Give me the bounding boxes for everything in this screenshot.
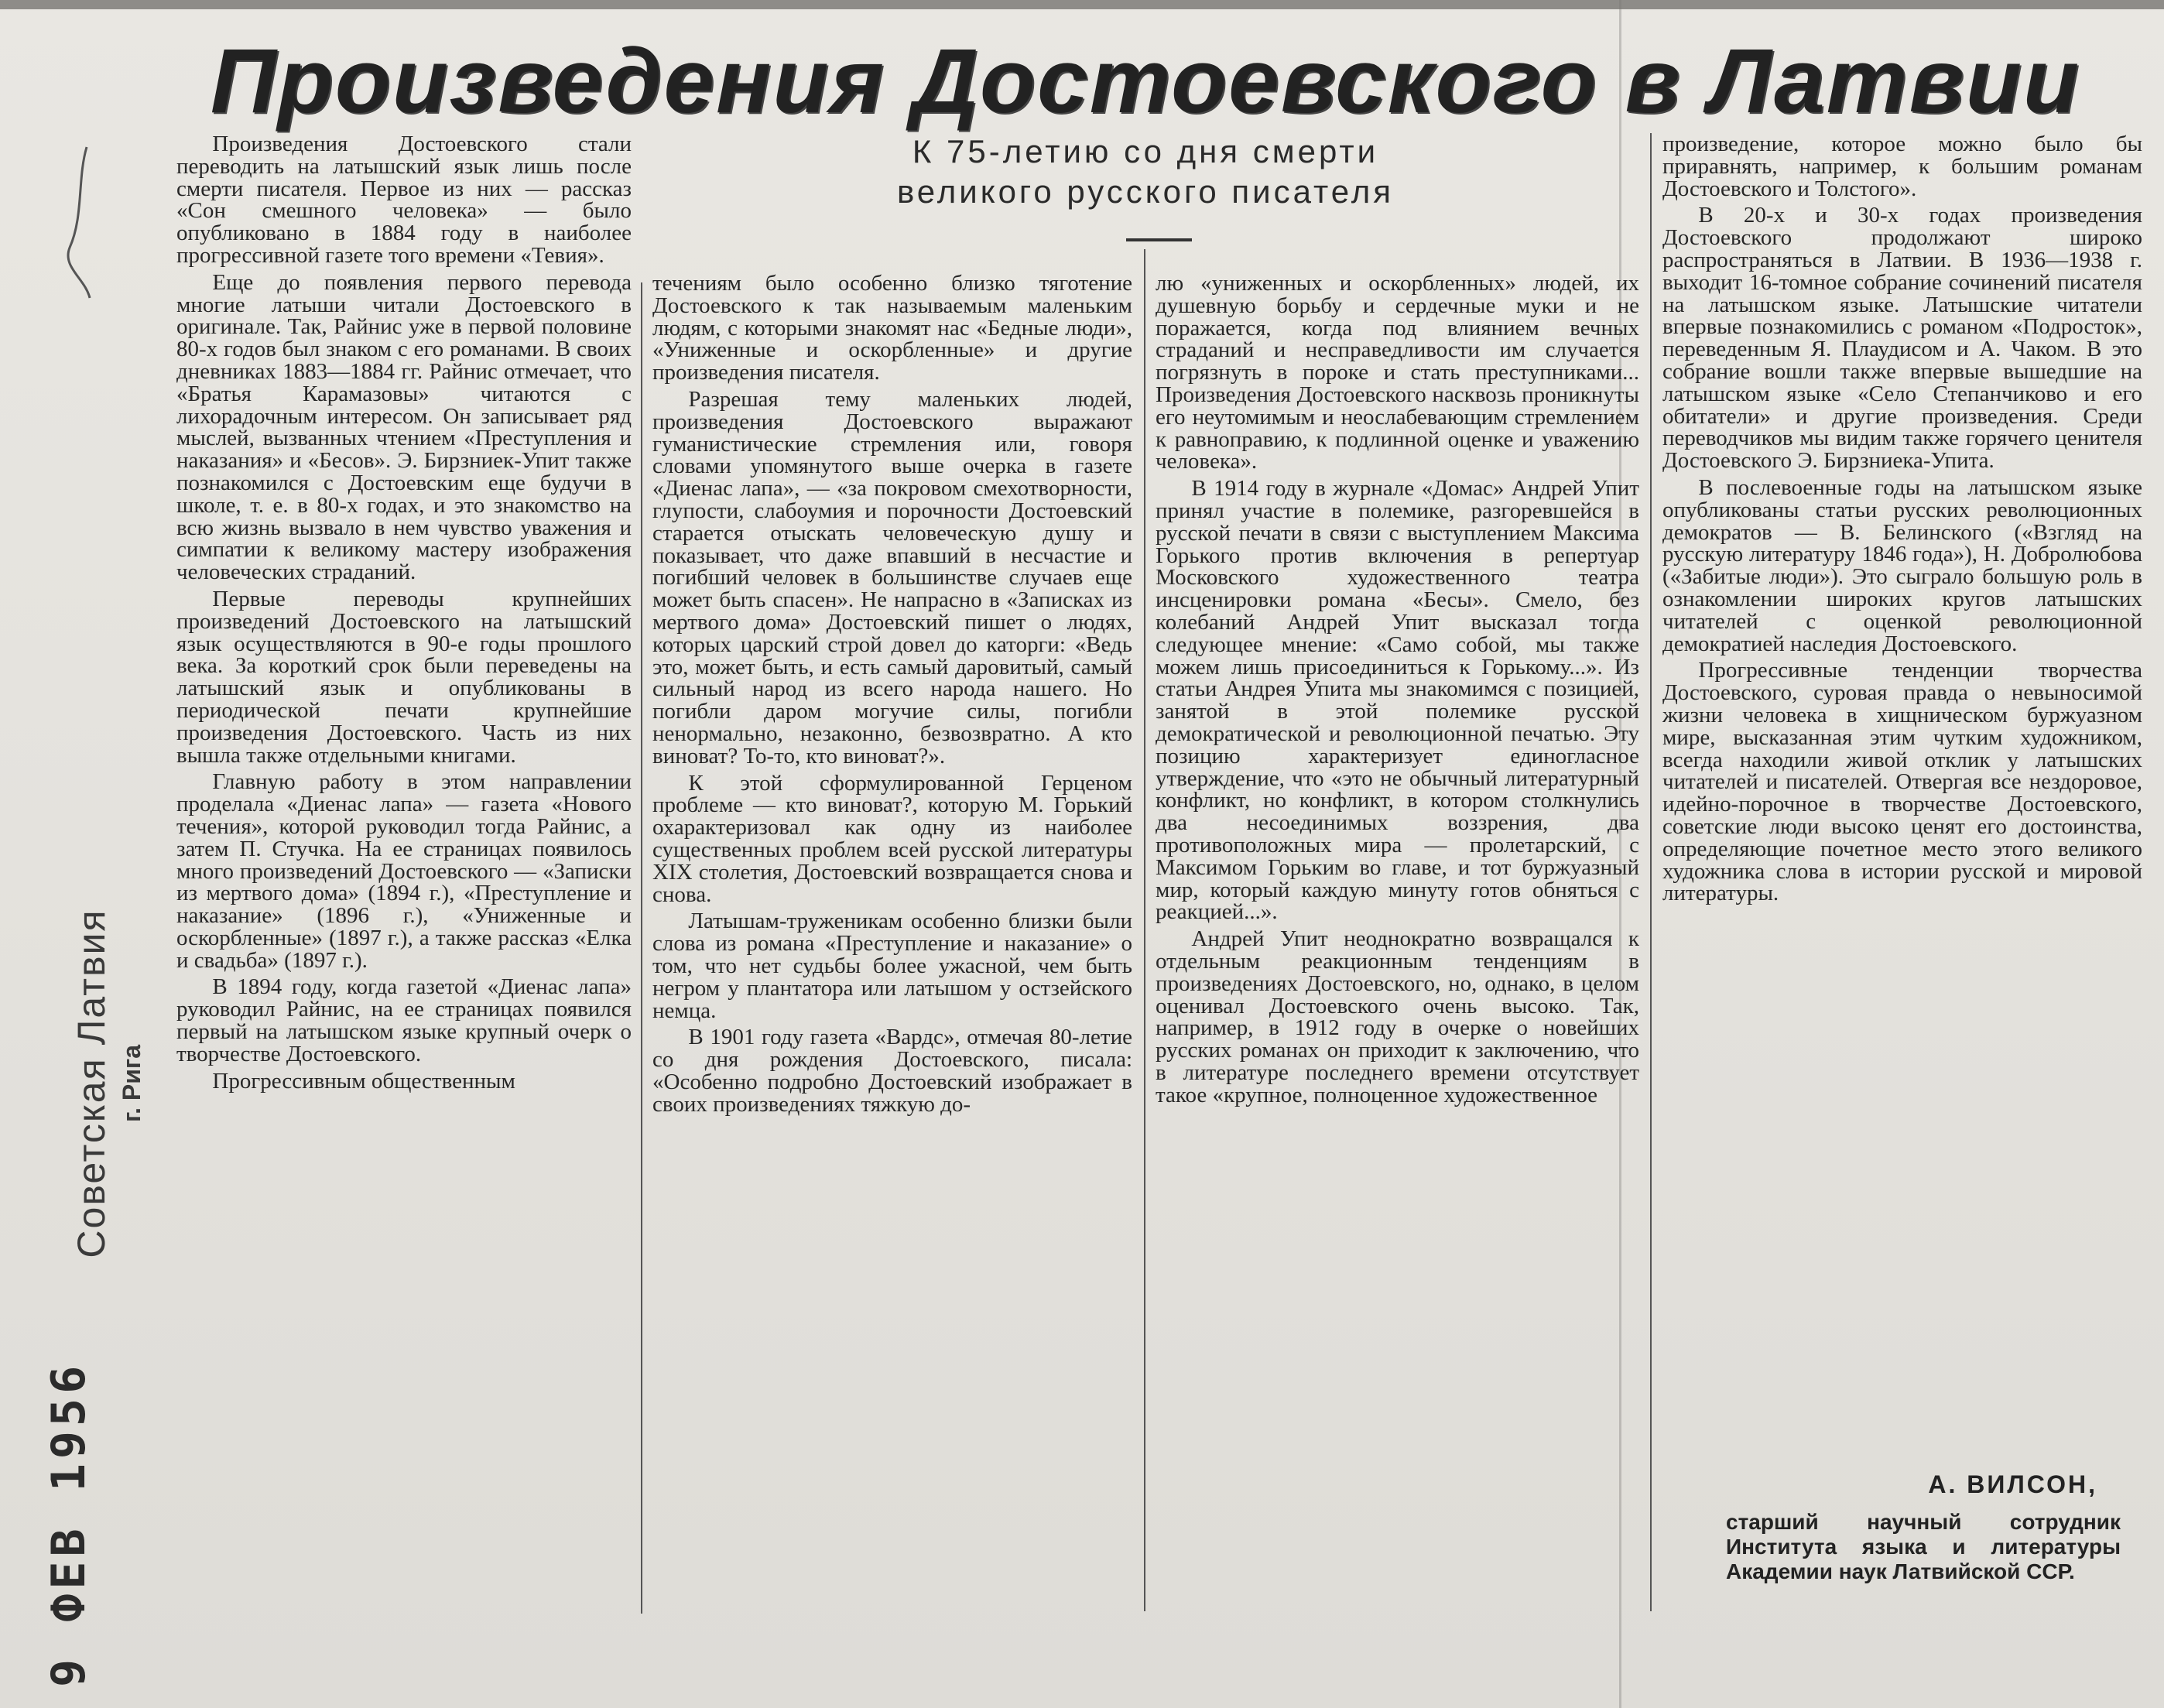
subheading-line-2: великого русского писателя <box>896 173 1395 210</box>
article-column-4 <box>1662 133 2142 1460</box>
author-name: А. ВИЛСОН, <box>1928 1470 2097 1498</box>
author-signature <box>1703 1470 2121 1584</box>
paragraph: Главную работу в этом направлении проделала «Диенас лапа» — газета «Нового течения», которой руководил тогда Райнис, а затем П. Стучка. На ее страницах появилось много произведений Достоевского — «Записки из мертвого дома» (1894 г.), «Преступление и наказание» (1896 г.), «Униженные и оскорбленные» (1897 г.), а также рассказ «Елка и свадьба» (1897 г.). <box>176 769 632 973</box>
paragraph: Произведения Достоевского стали переводить на латышский язык лишь после смерти писателя. Первое из них — рассказ «Сон смешного человека» — было опубликовано в 1884 году в наиболее прогрессивной газете того времени «Тевия». <box>176 133 632 268</box>
paragraph: В 1914 году в журнале «Домас» Андрей Упит принял участие в полемике, разгоревшейся в русской печати в связи с выступлением Максима Горького против включения в репертуар Московского художественного театра инсценировки романа «Бесы». Смело, без колебаний Андрей Упит высказал тогда следующее мнение: «Само собой, мы также можем лишь присоединиться к Горькому...». Из статьи Андрея Упита мы знакомимся с позицией, занятой в этой полемике русской демократической и революционной печатью. Эту позицию характеризует единогласное утверждение, что «это не обычный литературный конфликт, но конфликт, в котором столкнулись два несоединимых воззрения, два противоположных мира — пролетарский, с Максимом Горьким во главе, и тот буржуазный мир, который каждую минуту готов обняться с реакцией...». <box>1156 476 1639 925</box>
paragraph: Прогрессивные тенденции творчества Достоевского, суровая правда о невыносимой жизни человека в хищническом буржуазном мире, высказанная этим чутким художником, всегда находили живой отклик у латышских читателей и писателей. Отвергая все нездоровое, идейно-порочное в творчестве Достоевского, советские люди высоко ценят его достоинства, определяющие почетное место этого великого художника слова в истории русской и мировой литературы. <box>1662 658 2142 906</box>
paragraph: течениям было особенно близко тяготение Достоевского к так называемым маленьким людям, с которыми знакомят нас «Бедные люди», «Униженные и оскорбленные» и другие произведения писателя. <box>652 272 1132 385</box>
paragraph: лю «униженных и оскорбленных» людей, их душевную борьбу и сердечные муки и не поражается, когда под влиянием вечных страданий и несправедливости им случается погрязнуть в пороке и стать преступниками... Произведения Достоевского насквозь проникнуты его неутомимым и неослабевающим стремлением к равноправию, к подлинной оценке и уважению человека». <box>1156 272 1639 474</box>
date-stamp: 9 ФЕВ 1956 <box>42 1361 96 1687</box>
paragraph: В послевоенные годы на латышском языке опубликованы статьи русских революционных демократов — В. Белинского («Взгляд на русскую литературу 1846 года»), Н. Добролюбова («Забитые люди»). Это сыграло большую роль в ознакомлении широких кругов латышских читателей с оценкой революционной демократией наследия Достоевского. <box>1662 474 2142 656</box>
article-column-3 <box>1156 272 1639 1611</box>
paragraph: Разрешая тему маленьких людей, произведения Достоевского выражают гуманистические стремления или, говоря словами упомянутого выше очерка в газете «Диенас лапа», — «за покровом смехотворности, глупости, слабоумия и порочности Достоевский старается отыскать человеческую душу и показывает, что даже впавший в несчастие и погибший человек в большинстве случаев еще может быть спасен». Не напрасно в «Записках из мертвого дома» Достоевский пишет о людях, которых царский строй довел до каторги: «Ведь это, может быть, и есть самый даровитый, самый сильный народ из всего народа нашего. Но погибли даром могучие силы, погибли ненормально, незаконно, безвозвратно. А кто виноват? То-то, кто виноват?». <box>652 386 1132 768</box>
article-column-2 <box>652 272 1132 1611</box>
subheading-rule <box>1126 238 1192 241</box>
article-headline: Произведения Достоевского в Латвии <box>210 30 2081 132</box>
scan-edge <box>0 0 2164 9</box>
newspaper-city: г. Рига <box>118 1044 146 1123</box>
author-title: старший научный сотрудник Института языка и литературы Академии наук Латвийской ССР. <box>1726 1510 2121 1583</box>
paragraph: Еще до появления первого перевода многие латыши читали Достоевского в оригинале. Так, Райнис уже в первой половине 80-х годов был знаком с его романами. В своих дневниках 1883—1884 гг. Райнис отмечает, что «Братья Карамазовы» читаются с лихорадочным интересом. Он записывает ряд мыслей, вызванных чтением «Преступления и наказания» и «Бесов». Э. Бирзниек-Упит также познакомился с Достоевским еще будучи в школе, т. е. в 80-х годах, и это знакомство на всю жизнь вызвало в нем чувство уважения и симпатии к великому мастеру изображения человеческих страданий. <box>176 269 632 585</box>
article-subheading <box>758 132 1532 212</box>
paragraph: Первые переводы крупнейших произведений Достоевского на латышский язык осуществляются в 90-е годы прошлого века. За короткий срок были переведены на латышский язык и опубликованы в периодической печати крупнейшие произведения Достоевского. Часть из них вышла также отдельными книгами. <box>176 586 632 768</box>
paragraph: Латышам-труженикам особенно близки были слова из романа «Преступление и наказание» о том, что нет судьбы более ужасной, чем быть негром у плантатора или латышом у остзейского немца. <box>652 909 1132 1023</box>
paragraph: произведение, которое можно было бы приравнять, например, к большим романам Достоевского и Толстого». <box>1662 133 2142 201</box>
source-stamp <box>70 712 146 1300</box>
paragraph: В 1894 году, когда газетой «Диенас лапа» руководил Райнис, на ее страницах появился первый на латышском языке крупный очерк о творчестве Достоевского. <box>176 974 632 1066</box>
column-rule <box>1650 133 1652 1611</box>
paragraph: К этой сформулированной Герценом проблеме — кто виноват?, которую М. Горький охарактеризовал как одну из наиболее существенных проблем всей русской литературы XIX столетия, Достоевский возвращается снова и снова. <box>652 770 1132 907</box>
paragraph: Прогрессивным общественным <box>212 1068 515 1094</box>
newspaper-name: Советская Латвия <box>70 909 113 1258</box>
paragraph: Андрей Упит неоднократно возвращался к отдельным реакционным тенденциям в произведениях Достоевского, но, однако, в целом оценивал Достоевского очень высоко. Так, например, в 1912 году в очерке о новейших русских романах он приходит к заключению, что в литературе последнего времени отсутствует такое «крупное, полноценное художественное <box>1156 926 1639 1107</box>
paragraph: В 1901 году газета «Вардс», отмечая 80-летие со дня рождения Достоевского, писала: «Особенно подробно Достоевский изображает в своих произведениях тяжкую до- <box>652 1025 1132 1117</box>
pencil-mark-icon <box>39 132 101 317</box>
column-rule <box>1144 249 1145 1611</box>
paragraph: В 20-х и 30-х годах произведения Достоевского продолжают широко распространяться в Латвии. В 1936—1938 г. выходит 16-томное собрание сочинений писателя на латышском языке. Латышские читатели впервые познакомились с романом «Подросток», переведенным Я. Плаудисом и А. Чаком. В это собрание вошли также впервые вышедшие на латышском языке «Село Степанчиково и его обитатели» и другие произведения. Среди переводчиков мы видим также горячего ценителя Достоевского Э. Бирзниека-Упита. <box>1662 203 2142 474</box>
subheading-line-1: К 75-летию со дня смерти <box>912 133 1379 169</box>
column-rule <box>641 282 642 1614</box>
article-column-1 <box>176 133 632 1604</box>
